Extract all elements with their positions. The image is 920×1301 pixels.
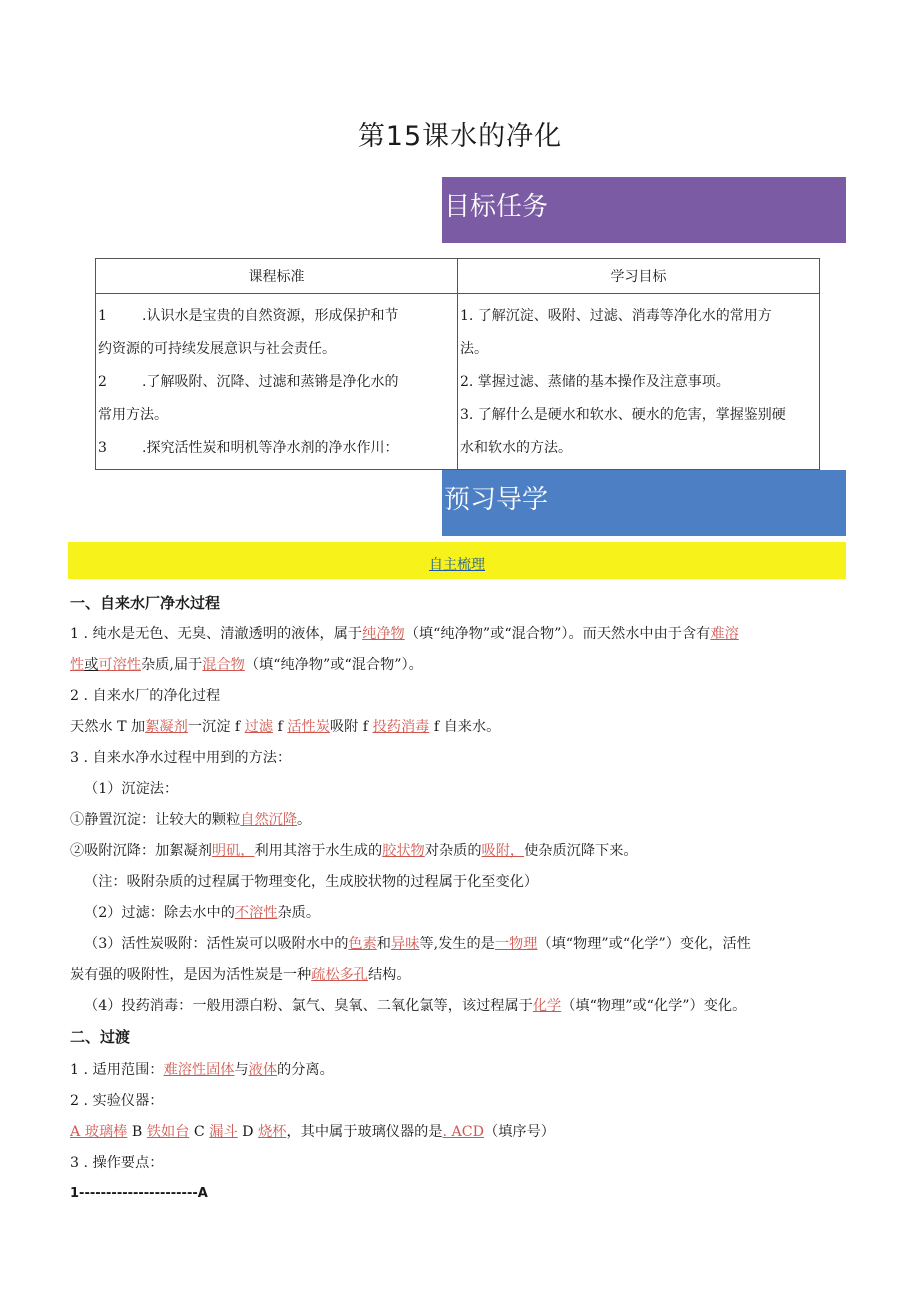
paragraph: A 玻璃棒 B 铁如台 C 漏斗 D 烧杯，其中属于玻璃仪器的是. ACD（填序号）	[70, 1124, 555, 1140]
answer: 疏松多孔	[311, 967, 368, 983]
paragraph: 3 . 操作要点：	[70, 1155, 164, 1171]
paragraph: ①静置沉淀：让较大的颗粒自然沉降。	[70, 812, 312, 828]
answer: 如台	[161, 1124, 190, 1140]
answer: 混合物	[202, 657, 245, 673]
header-goals: 学习目标	[458, 259, 820, 294]
paragraph: 2 . 自来水厂的净化过程	[70, 688, 221, 704]
standard-line: 2 .了解吸附、沉降、过滤和蒸锵是净化水的	[98, 374, 399, 390]
self-study-bar	[68, 542, 846, 579]
standard-line: 常用方法。	[98, 407, 168, 423]
answer: 不溶性	[234, 905, 278, 921]
answer: 吸附，	[481, 843, 525, 859]
answer: 色素	[348, 936, 377, 952]
answer: 明矶，	[211, 843, 255, 859]
answer: 漏斗	[209, 1124, 238, 1140]
answer: 液体	[248, 1062, 278, 1078]
goal-line: 1. 了解沉淀、吸附、过滤、消毒等净化水的常用方	[460, 308, 772, 324]
answer: 异味	[391, 936, 420, 952]
paragraph: （注：吸附杂质的过程属于物理变化，生成胶状物的过程属于化至变化）	[84, 874, 539, 890]
answer: 胶状物	[382, 843, 425, 859]
standard-line: 3 .探究活性炭和明机等净水剂的净水作川：	[98, 440, 399, 456]
goal-line: 3. 了解什么是硬水和软水、硬水的危害，掌握鉴别硬	[460, 407, 786, 423]
paragraph: 1----------------------A	[70, 1186, 208, 1201]
header-standards: 课程标准	[96, 259, 458, 294]
paragraph: （2）过滤：除去水中的不溶性杂质。	[84, 905, 321, 921]
preview-banner: 预习导学	[442, 470, 846, 536]
goals-cell	[458, 294, 820, 470]
paragraph: 2 . 实验仪器：	[70, 1093, 164, 1109]
answer: 过滤	[244, 719, 274, 735]
answer: 烧杯	[258, 1124, 287, 1140]
self-study-label: 自主梳理	[429, 557, 485, 573]
paragraph: 1 . 纯水是无色、无臭、清澈透明的液体，属于纯净物（填“纯净物”或“混合物”）。而天然水中由于含有难溶	[70, 626, 739, 642]
goal-line: 水和软水的方法。	[460, 440, 572, 456]
section-heading: 二、过渡	[70, 1028, 131, 1046]
answer: 一物理	[494, 936, 538, 952]
paragraph: 3 . 自来水净水过程中用到的方法：	[70, 750, 292, 766]
answer: 投药消毒	[372, 719, 430, 735]
section-heading: 一、自来水厂净水过程	[70, 594, 221, 612]
goals-banner: 目标任务	[442, 177, 846, 243]
paragraph: 1 . 适用范围：难溶性固体与液体的分离。	[70, 1062, 334, 1078]
paragraph: ②吸附沉降：加絮凝剂明矶，利用其溶于水生成的胶状物对杂质的吸附，使杂质沉降下来。	[70, 843, 638, 859]
answer: 可溶性	[98, 657, 141, 673]
main-content	[70, 591, 848, 1213]
goal-line: 2. 掌握过滤、蒸储的基本操作及注意事项。	[460, 374, 730, 390]
standard-line: 约资源的可持续发展意识与社会责任。	[98, 341, 336, 357]
paragraph: 炭有强的吸附性，是因为活性炭是一种疏松多孔结构。	[70, 967, 411, 983]
answer: 难溶	[710, 626, 739, 642]
answer: 玻璃棒	[84, 1124, 128, 1140]
answer: 自然沉降	[240, 812, 298, 828]
page-title: 第15课水的净化	[357, 121, 563, 152]
paragraph: （4）投药消毒：一般用漂白粉、氯气、臭氧、二氧化氯等，该过程属于化学（填“物理”或“化学”）变化。	[84, 998, 747, 1014]
answer: 絮凝剂	[145, 719, 188, 735]
standard-line: 1 .认识水是宝贵的自然资源，形成保护和节	[98, 308, 399, 324]
answer: . ACD	[442, 1124, 485, 1140]
answer: 性	[70, 657, 85, 673]
answer: 化学	[532, 998, 562, 1014]
answer: 活性炭	[287, 719, 330, 735]
goal-line: 法。	[460, 341, 488, 357]
paragraph: （3）活性炭吸附：活性炭可以吸附水中的色素和异味等,发生的是一物理（填“物理”或“化学”）变化，活性	[84, 936, 751, 952]
paragraph: （1）沉淀法：	[84, 781, 179, 797]
standards-table	[95, 258, 820, 470]
answer: 难溶性固体	[163, 1062, 235, 1078]
standards-cell	[96, 294, 458, 470]
paragraph: 天然水 T 加絮凝剂一沉淀 f 过滤 f 活性炭吸附 f 投药消毒 f 自来水。	[70, 719, 501, 735]
paragraph: 性或可溶性杂质,届于混合物（填“纯净物”或“混合物”）。	[70, 657, 423, 673]
answer: 铁	[146, 1124, 161, 1140]
answer: 纯净物	[362, 626, 405, 642]
